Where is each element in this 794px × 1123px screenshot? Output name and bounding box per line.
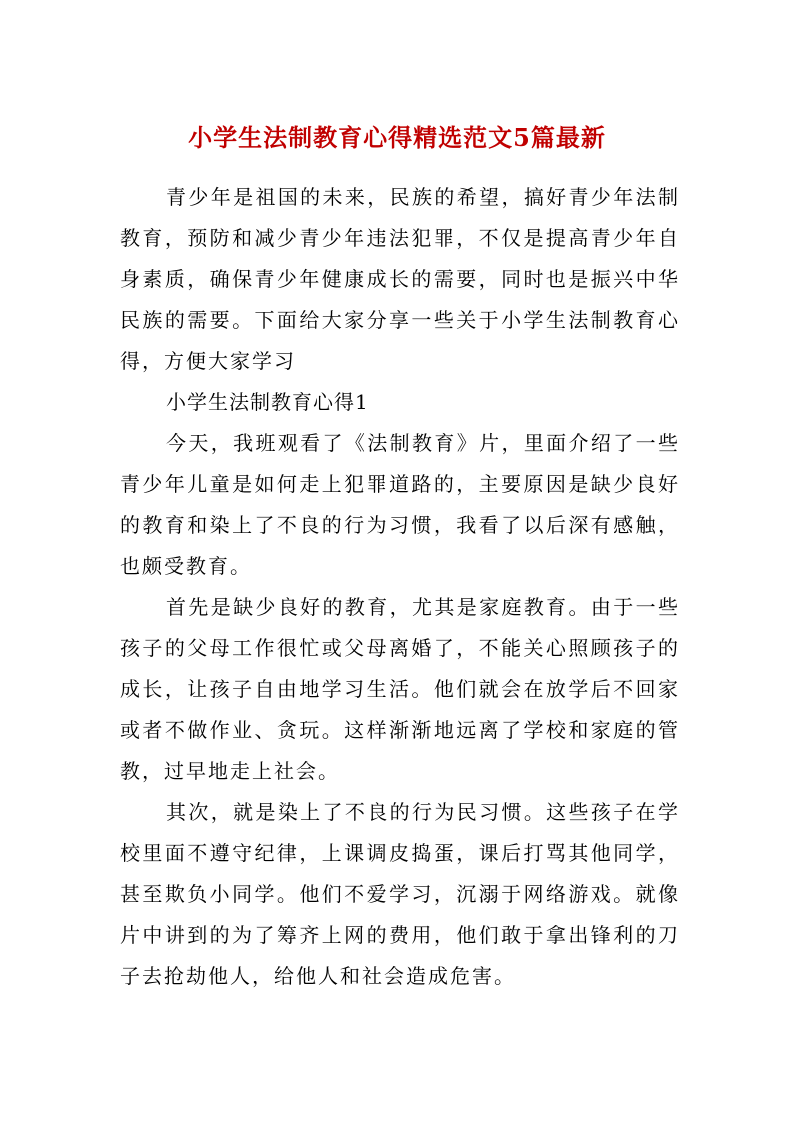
intro-paragraph: 青少年是祖国的未来，民族的希望，搞好青少年法制教育，预防和减少青少年违法犯罪，不仅是提高青少年自身素质，确保青少年健康成长的需要，同时也是振兴中华民族的需要。下面给大家分享一些关于小学生法制教育心得，方便大家学习 (120, 185, 680, 373)
body-paragraph: 其次，就是染上了不良的行为民习惯。这些孩子在学校里面不遵守纪律，上课调皮捣蛋，课后打骂其他同学，甚至欺负小同学。他们不爱学习，沉溺于网络游戏。就像片中讲到的为了筹齐上网的费用，他们敢于拿出锋利的刀子去抢劫他人，给他人和社会造成危害。 (120, 800, 680, 988)
document-title: 小学生法制教育心得精选范文5篇最新 (188, 123, 606, 152)
body-paragraph: 首先是缺少良好的教育，尤其是家庭教育。由于一些孩子的父母工作很忙或父母离婚了，不能关心照顾孩子的成长，让孩子自由地学习生活。他们就会在放学后不回家或者不做作业、贪玩。这样渐渐地远离了学校和家庭的管教，过早地走上社会。 (120, 595, 680, 783)
section-heading: 小学生法制教育心得1 (166, 390, 369, 414)
document-body (120, 177, 680, 997)
body-paragraph: 今天，我班观看了《法制教育》片，里面介绍了一些青少年儿童是如何走上犯罪道路的，主要原因是缺少良好的教育和染上了不良的行为习惯，我看了以后深有感触，也颇受教育。 (120, 431, 680, 578)
